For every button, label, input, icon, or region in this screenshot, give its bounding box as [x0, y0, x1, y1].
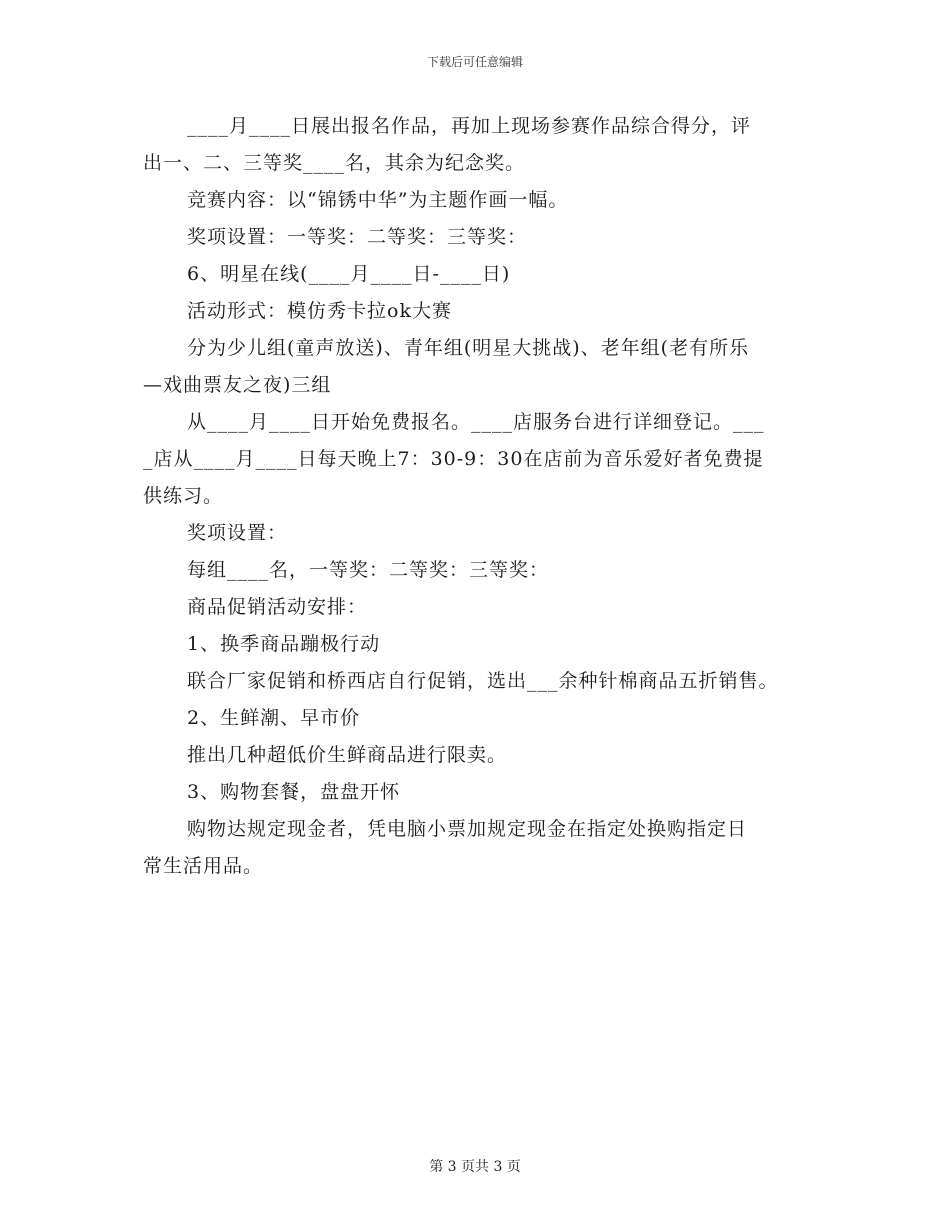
text-line: —戏曲票友之夜)三组 — [143, 374, 332, 396]
text-line: ____月____日展出报名作品，再加上现场参赛作品综合得分，评 — [187, 115, 752, 137]
text-line: 常生活用品。 — [143, 855, 264, 877]
text-line: 奖项设置： — [187, 522, 288, 544]
text-line: 供练习。 — [143, 485, 224, 507]
page-number-footer: 第 3 页共 3 页 — [429, 1159, 521, 1175]
text-line: 推出几种超低价生鲜商品进行限卖。 — [187, 744, 508, 766]
text-line: _店从____月____日每天晚上7：30-9：30在店前为音乐爱好者免费提 — [143, 448, 764, 470]
text-line: 竞赛内容：以“锦锈中华”为主题作画一幅。 — [187, 189, 569, 211]
text-line: 分为少儿组(童声放送)、青年组(明星大挑战)、老年组(老有所乐 — [187, 337, 750, 359]
section-heading: 3、购物套餐，盘盘开怀 — [187, 781, 401, 803]
text-line: 每组____名，一等奖：二等奖：三等奖： — [187, 559, 550, 581]
section-heading: 6、明星在线(____月____日-____日) — [187, 263, 511, 285]
text-line: 活动形式：模仿秀卡拉ok大赛 — [187, 300, 452, 322]
text-line: 奖项设置：一等奖：二等奖：三等奖： — [187, 226, 528, 248]
text-line: 出一、二、三等奖____名，其余为纪念奖。 — [143, 152, 526, 174]
section-heading: 1、换季商品蹦极行动 — [187, 633, 381, 655]
text-line: 购物达规定现金者，凭电脑小票加规定现金在指定处换购指定日 — [187, 818, 748, 840]
text-line: 从____月____日开始免费报名。____店服务台进行详细登记。___ — [187, 411, 765, 433]
text-line: 联合厂家促销和桥西店自行促销，选出___余种针棉商品五折销售。 — [187, 670, 779, 692]
text-line: 商品促销活动安排： — [187, 596, 368, 618]
section-heading: 2、生鲜潮、早市价 — [187, 707, 361, 729]
page-header-note: 下载后可任意编辑 — [426, 55, 523, 69]
